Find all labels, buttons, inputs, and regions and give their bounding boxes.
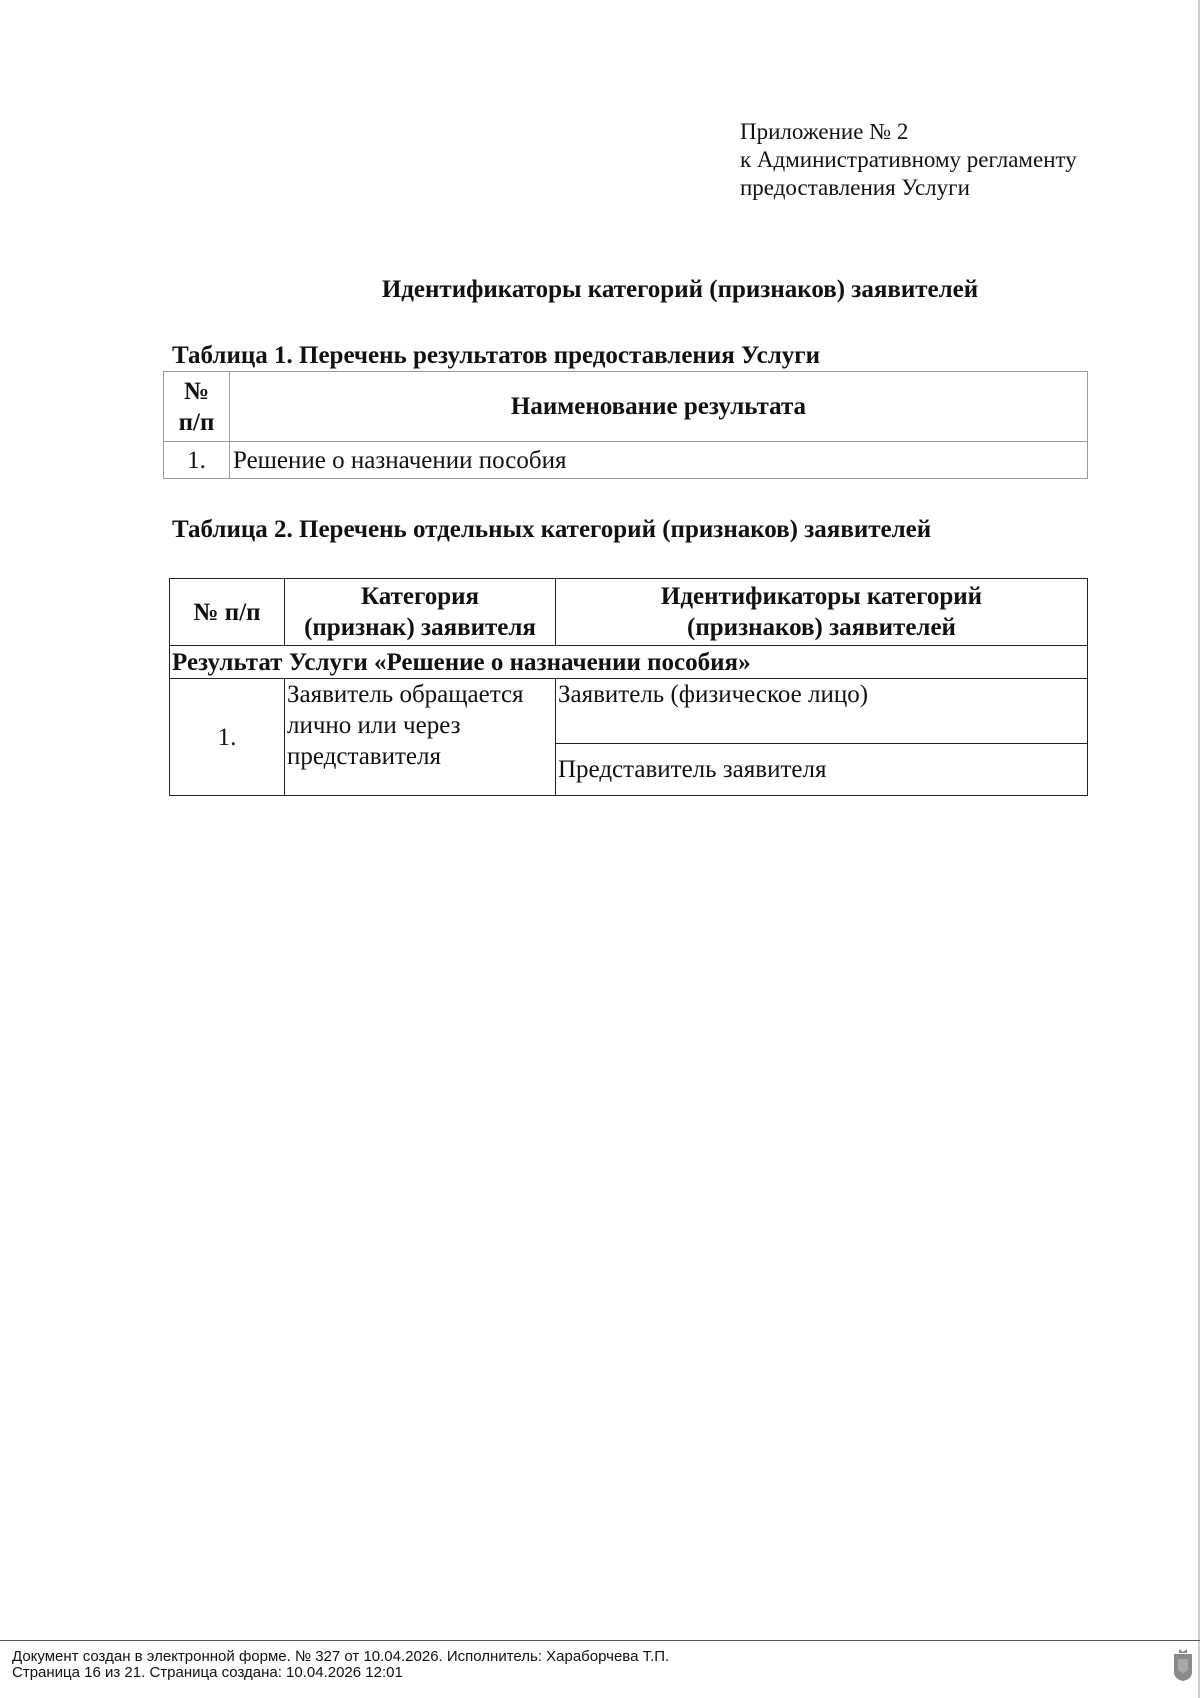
row-category — [285, 679, 556, 796]
section-title: Результат Услуги «Решение о назначении пособия» — [170, 646, 1088, 679]
footer-text — [12, 1649, 669, 1681]
row-category-line-3: представителя — [287, 743, 441, 770]
header-category — [285, 579, 556, 646]
row-identifier: Заявитель (физическое лицо) — [556, 679, 1088, 744]
header-category-line-1: Категория — [360, 583, 480, 610]
header-identifiers-line-2: (признаков) заявителей — [687, 614, 956, 641]
row-category-line-2: лично или через — [287, 712, 461, 739]
document-title: Идентификаторы категорий (признаков) заявителей — [381, 276, 979, 303]
row-number: 1. — [170, 679, 285, 796]
table1-caption: Таблица 1. Перечень результатов предоставления Услуги — [172, 342, 821, 369]
footer-line-2: Страница 16 из 21. Страница создана: 10.04.2026 12:01 — [12, 1664, 403, 1681]
categories-table — [169, 578, 1088, 796]
header-identifiers — [556, 579, 1088, 646]
appendix-note — [740, 118, 1077, 202]
table2-caption: Таблица 2. Перечень отдельных категорий (признаков) заявителей — [172, 516, 932, 543]
emblem-crown — [1179, 1649, 1187, 1653]
row-identifier: Представитель заявителя — [556, 744, 1088, 796]
header-number-line-1: № — [183, 377, 210, 405]
coat-of-arms-icon — [1172, 1648, 1194, 1682]
footer-line-1: Документ создан в электронной форме. № 327 от 10.04.2026. Исполнитель: Хараборчева Т.П. — [12, 1648, 670, 1665]
header-category-line-2: (признак) заявителя — [304, 614, 536, 641]
section-row — [170, 646, 1088, 679]
row-category-line-1: Заявитель обращается — [287, 681, 524, 708]
appendix-line-3: предоставления Услуги — [740, 175, 970, 200]
page-footer — [0, 1640, 1200, 1681]
row-result-name: Решение о назначении пособия — [230, 442, 1088, 479]
header-number — [164, 372, 230, 442]
table-header-row — [164, 372, 1088, 442]
header-identifiers-line-1: Идентификаторы категорий — [660, 583, 983, 610]
appendix-line-2: к Административному регламенту — [740, 147, 1077, 172]
row-number: 1. — [164, 442, 230, 479]
header-result-name: Наименование результата — [230, 372, 1088, 442]
table-row — [170, 679, 1088, 744]
results-table — [163, 371, 1088, 479]
header-number: № п/п — [170, 579, 285, 646]
table-row — [164, 442, 1088, 479]
table-header-row — [170, 579, 1088, 646]
header-number-line-2: п/п — [178, 408, 215, 436]
appendix-line-1: Приложение № 2 — [740, 119, 909, 144]
